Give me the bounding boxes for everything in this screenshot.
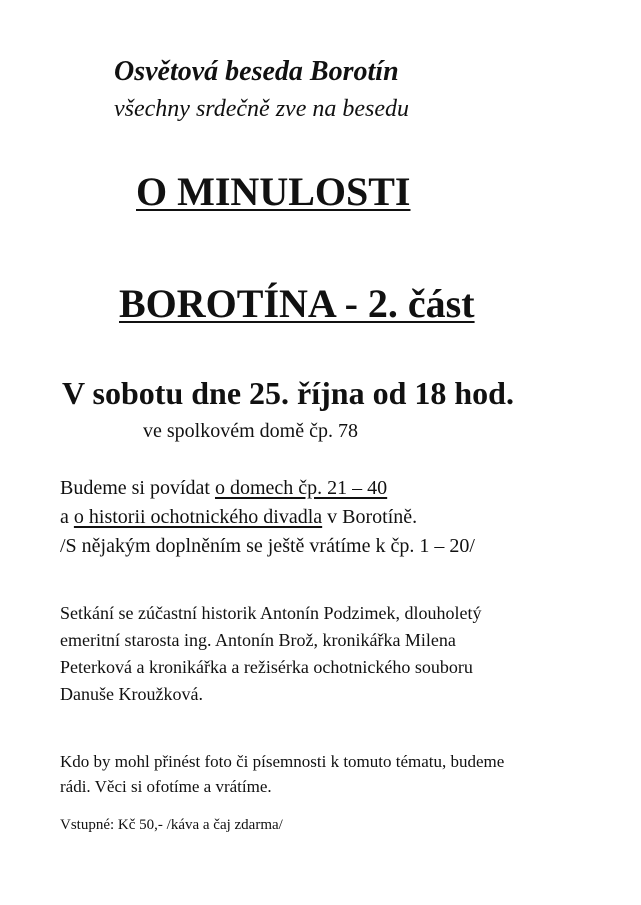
topics-paragraph xyxy=(60,474,475,561)
request-line: rádi. Věci si ofotíme a vrátíme. xyxy=(60,777,272,796)
participants-line: Danuše Kroužková. xyxy=(60,684,203,704)
request-line: Kdo by mohl přinést foto či písemnosti k tomuto tématu, budeme xyxy=(60,752,505,771)
organizer-name: Osvětová beseda Borotín xyxy=(114,56,399,87)
invitation-text: všechny srdečně zve na besedu xyxy=(114,96,409,122)
topics-line-2-pre: a xyxy=(60,506,74,528)
title-line-1: O MINULOSTI xyxy=(136,169,411,214)
topics-line-2 xyxy=(60,503,475,532)
participants-line: emeritní starosta ing. Antonín Brož, kronikářka Milena xyxy=(60,630,456,650)
admission-fee: Vstupné: Kč 50,- /káva a čaj zdarma/ xyxy=(60,817,283,833)
event-venue: ve spolkovém domě čp. 78 xyxy=(143,420,358,442)
topics-line-2-post: v Borotíně. xyxy=(322,506,418,528)
participants-line: Setkání se zúčastní historik Antonín Podzimek, dlouholetý xyxy=(60,603,482,623)
request-paragraph xyxy=(60,749,504,799)
topics-line-3: /S nějakým doplněním se ještě vrátíme k čp. 1 – 20/ xyxy=(60,535,475,557)
topics-line-1 xyxy=(60,474,475,503)
participants-paragraph xyxy=(60,600,481,708)
participants-line: Peterková a kronikářka a režisérka ochotnického souboru xyxy=(60,657,473,677)
topics-line-1-pre: Budeme si povídat xyxy=(60,477,215,499)
title-line-2: BOROTÍNA - 2. část xyxy=(119,281,475,326)
topic-theatre-history: o historii ochotnického divadla xyxy=(73,506,323,528)
event-date: V sobotu dne 25. října od 18 hod. xyxy=(62,375,514,411)
topic-houses: o domech čp. 21 – 40 xyxy=(214,477,388,499)
